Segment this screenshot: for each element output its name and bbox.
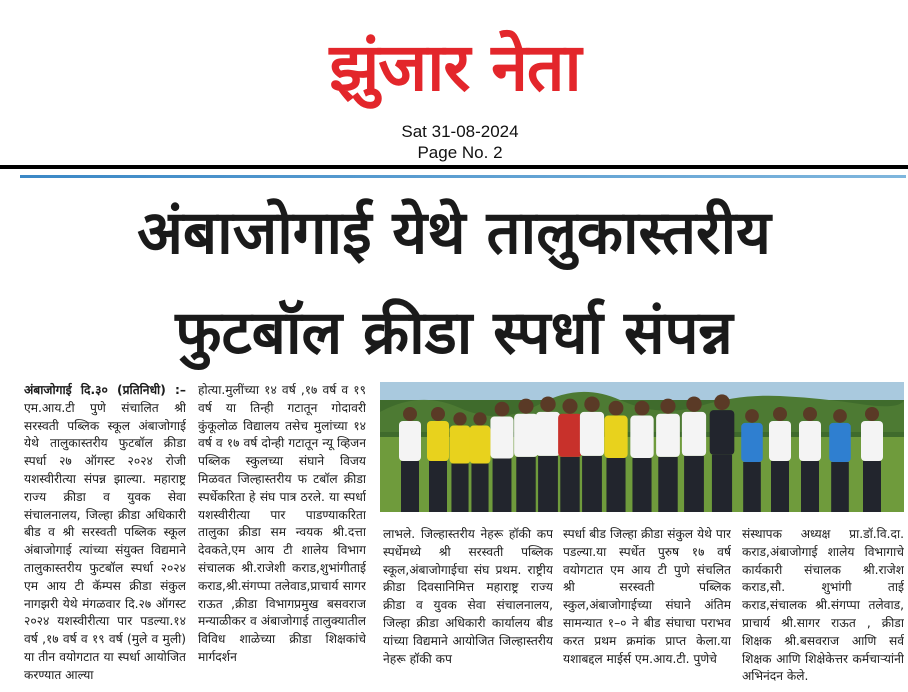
photo-person [558, 399, 582, 512]
photo-person [536, 397, 560, 513]
team-photo-illustration [380, 382, 904, 512]
photo-person [399, 407, 421, 512]
headline-divider [20, 175, 906, 178]
article-column-5: संस्थापक अध्यक्ष प्रा.डॉ.वि.दा. कराड,अंबाजोगाई शालेय विभागाचे कार्यकारी संचालक श्री.राजेश कराड,सौ. शुभांगी ताई कराड,संचालक श्री.संगप्पा तलेवाड, प्राचार्य श्री.सागर राऊत , क्रीडा शिक्षक श्री.बसवराज आणि सर्व शिक्षक आणि शिक्षेकेत्तर कर्मचाऱ्यांनी अभिनंदन केले. [742, 527, 904, 684]
photo-person [514, 399, 538, 512]
masthead [0, 0, 908, 162]
photo-person [769, 407, 791, 512]
team-photo [380, 382, 904, 512]
article-column-4: स्पर्धा बीड जिल्हा क्रीडा संकुल येथे पार पडल्या.या स्पर्धेत पुरुष १७ वर्ष वयोगटात एम आय टी पुणे संचलित श्री सरस्वती पब्लिक स्कुल,अंबाजोगाईच्या संघाने अंतिम सामन्यात १–० ने बीड संघाचा पराभव करत प्रथम क्रमांक प्राप्त केला.या यशाबद्दल माईर्स एम.आय.टी. पुणेचे [563, 527, 731, 666]
headline-line-1: अंबाजोगाई येथे तालुकास्तरीय [137, 198, 771, 268]
photo-person [741, 409, 763, 512]
photo-person [580, 397, 604, 513]
photo-person [630, 401, 653, 512]
photo-person [799, 407, 821, 512]
photo-person [604, 401, 627, 512]
photo-person [490, 402, 513, 512]
newspaper-logo: झुंजार नेता [329, 29, 581, 106]
photo-person [861, 407, 883, 512]
photo-person [450, 412, 471, 512]
page-number: Page No. 2 [417, 143, 503, 162]
photo-person [470, 412, 491, 512]
headline-line-2: फुटबॉल क्रीडा स्पर्धा संपन्न [175, 298, 733, 368]
photo-person [829, 409, 851, 512]
article-dateline: अंबाजोगाई दि.३० (प्रतिनिधी) :– [24, 383, 186, 397]
photo-person [682, 397, 706, 513]
photo-person [656, 399, 680, 512]
article-column-3: लाभले. जिल्हास्तरीय नेहरू हॉकी कप स्पर्धेमध्ये श्री सरस्वती पब्लिक स्कूल,अंबाजोगाईचा संघ प्रथम. राष्ट्रीय क्रीडा दिवसानिमित्त महाराष्ट्र राज्य क्रीडा व युवक सेवा संचालनालय, जिल्हा क्रीडा अधिकारी कार्यालय बीड यांच्या विद्यमाने आयोजित जिल्हास्तरीय नेहरू हॉकी कप [383, 527, 553, 666]
article-column-2: होत्या.मुलींच्या १४ वर्ष ,१७ वर्ष व १९ वर्ष या तिन्ही गटातून गोदावरी कुंकूलोळ विद्यालय तसेच मुलांच्या १४ वर्ष व १७ वर्ष दोन्ही गटातून न्यू व्हिजन पब्लिक स्कुलच्या संघाने विजय मिळवत जिल्हास्तरीय फ टबॉल क्रीडा स्पर्धेकरिता हे संघ पात्र ठरले. या स्पर्धा यशस्वीरीत्या पार पाडण्याकरिता तालुका क्रीडा सम न्वयक श्री.दत्ता देवकते,एम आय टी शालेय विभाग संचालक श्री.राजेशी कराड,शुभांगीताई कराड,श्री.संगप्पा तलेवाड,प्राचार्य सागर राऊत ,क्रीडा विभागप्रमुख बसवराज मन्याळीकर व अंबाजोगाई तालुक्यातील विविध शाळेच्या क्रीडा शिक्षकांचे मार्गदर्शन [198, 383, 366, 664]
photo-person [427, 407, 449, 512]
photo-person [710, 394, 735, 512]
masthead-divider [0, 165, 908, 169]
article-column-1 [24, 382, 186, 688]
article-column-1-text: एम.आय.टी पुणे संचालित श्री सरस्वती पब्लिक स्कूल अंबाजोगाई येथे तालुकास्तरीय फुटबॉल क्रीडा स्पर्धा २७ ऑगस्ट २०२४ रोजी यशस्वीरीत्या संपन्न झाल्या. महाराष्ट्र राज्य क्रीडा व युवक सेवा संचालनालय, जिल्हा क्रीडा अधिकारी बीड व श्री सरस्वती पब्लिक स्कूल अंबाजोगाई त्यांच्या संयुक्त विद्यमाने तालुकास्तरीय फुटबॉल स्पर्धा २०२४ एम आय टी कॅम्पस क्रीडा संकुल नागझरी येथे मंगळवार दि.२७ ऑगस्ट २०२४ यशस्वीरीत्या पार पडल्या.१४ वर्ष ,१७ वर्ष व १९ वर्ष (मुले व मुली) या तीन वयोगटात या स्पर्धा आयोजित करण्यात आल्या [24, 400, 186, 682]
edition-date: Sat 31-08-2024 [401, 122, 519, 141]
